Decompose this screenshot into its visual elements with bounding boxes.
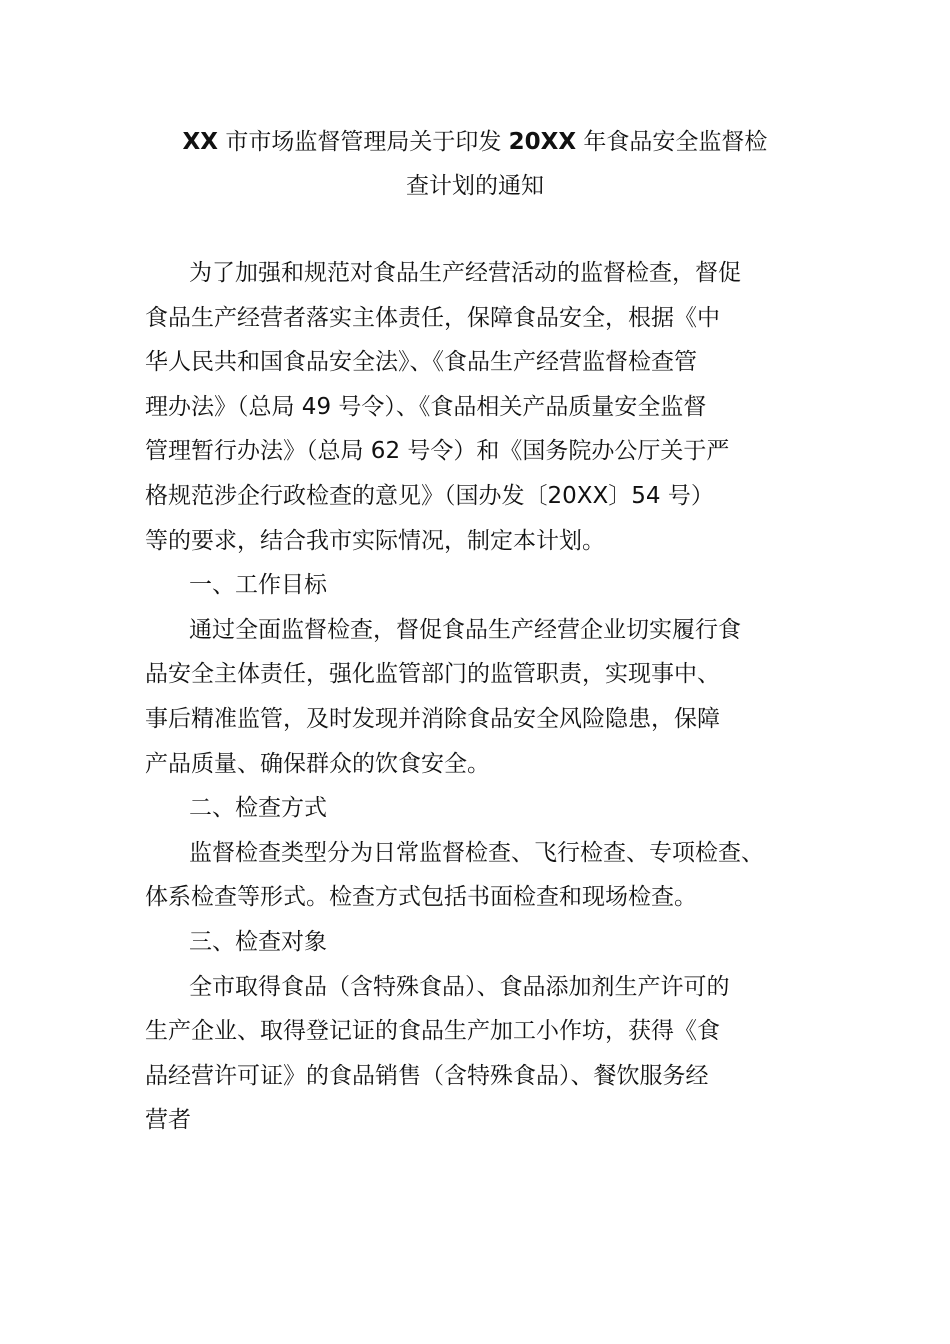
section-heading-goals: 一、工作目标	[189, 572, 327, 599]
paragraph-line: 品经营许可证》的食品销售（含特殊食品）、餐饮服务经	[145, 1062, 709, 1089]
document-title	[140, 120, 810, 208]
paragraph-line: 等的要求，结合我市实际情况，制定本计划。	[145, 527, 605, 554]
paragraph-line: 品安全主体责任，强化监管部门的监管职责，实现事中、	[145, 661, 720, 688]
title-bold-year: 20XX	[508, 129, 577, 155]
title-line-2: 查计划的通知	[406, 173, 544, 199]
document-body	[145, 251, 825, 1143]
paragraph-line: 食品生产经营者落实主体责任，保障食品安全，根据《中	[145, 304, 720, 331]
paragraph-line: 管理暂行办法》（总局 62 号令）和《国务院办公厅关于严	[145, 438, 730, 465]
paragraph-line: 通过全面监督检查，督促食品生产经营企业切实履行食	[189, 616, 741, 643]
paragraph-line: 营者	[145, 1107, 191, 1134]
title-text-2: 年食品安全监督检	[576, 129, 768, 155]
paragraph-line: 生产企业、取得登记证的食品生产加工小作坊，获得《食	[145, 1018, 720, 1045]
paragraph-line: 为了加强和规范对食品生产经营活动的监督检查，督促	[189, 260, 741, 286]
paragraph-line: 事后精准监管，及时发现并消除食品安全风险隐患，保障	[145, 705, 720, 732]
paragraph-line: 全市取得食品（含特殊食品）、食品添加剂生产许可的	[189, 973, 730, 1000]
paragraph-line: 理办法》（总局 49 号令）、《食品相关产品质量安全监督	[145, 393, 707, 420]
section-heading-methods: 二、检查方式	[189, 795, 327, 822]
title-bold-xx: XX	[182, 129, 219, 155]
title-text-1: 市市场监督管理局关于印发	[218, 129, 509, 155]
paragraph-line: 监督检查类型分为日常监督检查、飞行检查、专项检查、	[189, 839, 764, 866]
paragraph-line: 产品质量、确保群众的饮食安全。	[145, 750, 490, 777]
paragraph-line: 体系检查等形式。检查方式包括书面检查和现场检查。	[145, 884, 697, 911]
title-line-1	[140, 120, 810, 164]
section-heading-targets: 三、检查对象	[189, 928, 327, 955]
paragraph-line: 华人民共和国食品安全法》、《食品生产经营监督检查管	[145, 349, 697, 376]
paragraph-line: 格规范涉企行政检查的意见》（国办发〔20XX〕54 号）	[145, 482, 714, 509]
